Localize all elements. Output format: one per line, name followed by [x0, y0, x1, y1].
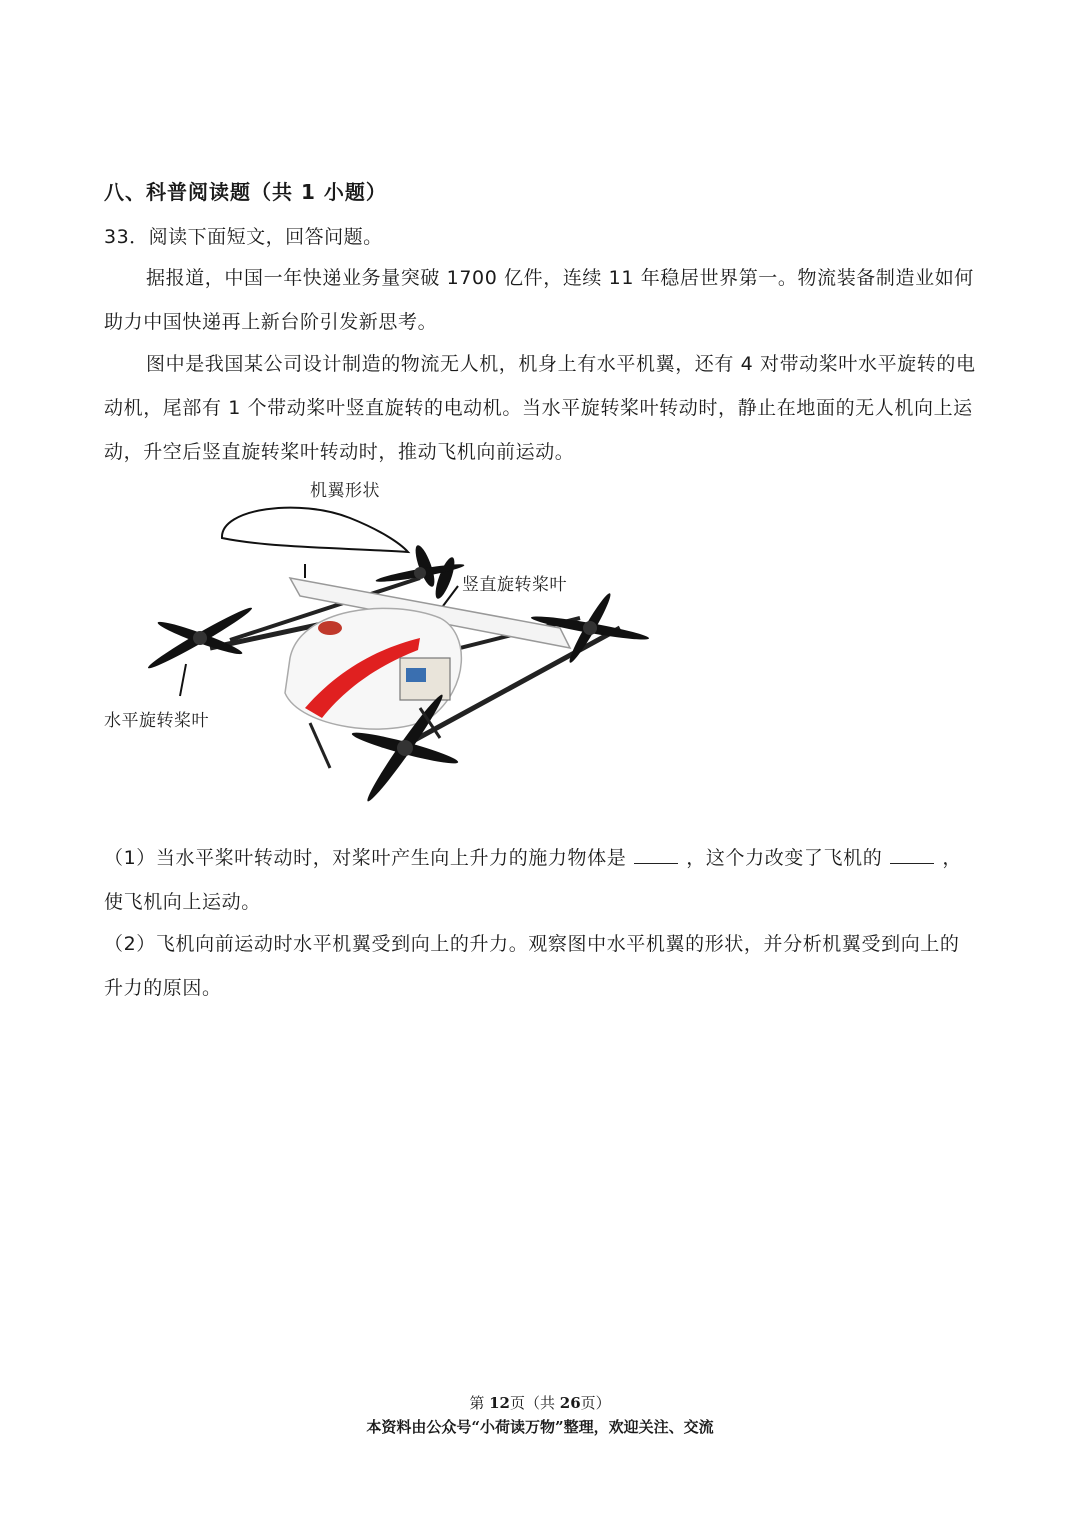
sub-question-1-part-b: ，这个力改变了飞机的: [686, 847, 883, 869]
page-current: 12: [489, 1394, 510, 1412]
sub-question-2: （2）飞机向前运动时水平机翼受到向上的升力。观察图中水平机翼的形状，并分析机翼受到向上的升力的原因。: [104, 933, 960, 999]
label-wing-shape: 机翼形状: [310, 481, 380, 501]
fuselage-logo: [318, 621, 342, 635]
label-vertical-propeller: 竖直旋转桨叶: [462, 575, 567, 595]
label-horizontal-propeller: 水平旋转桨叶: [104, 711, 209, 731]
answer-blank-2[interactable]: [890, 845, 934, 864]
hprop-pointer: [180, 664, 186, 696]
tail-propeller-blade-1: [412, 543, 438, 588]
drone-illustration: [100, 468, 680, 828]
sub-question-1-part-a: （1）当水平桨叶转动时，对桨叶产生向上升力的施力物体是: [104, 847, 627, 869]
tail-propeller-blade-2: [432, 555, 458, 600]
sub-question-1: [104, 836, 976, 924]
paragraph-2: 图中是我国某公司设计制造的物流无人机，机身上有水平机翼，还有 4 对带动桨叶水平旋转的电动机，尾部有 1 个带动桨叶竖直旋转的电动机。当水平旋转桨叶转动时，静止在地面的无人机向上运动，升空后竖直旋转桨叶转动时，推动飞机向前运动。: [104, 353, 976, 463]
section-title: 八、科普阅读题（共 1 小题）: [104, 180, 387, 204]
drone-figure: [100, 468, 680, 828]
cargo-label: [406, 668, 426, 682]
page-number: [0, 1392, 1080, 1413]
airfoil-outline: [222, 508, 408, 552]
page-mid: 页（共: [509, 1394, 560, 1412]
sub-question-1-part-c: ，使飞机向上运动。: [104, 847, 962, 913]
paragraph-1: 据报道，中国一年快递业务量突破 1700 亿件，连续 11 年稳居世界第一。物流装备制造业如何助力中国快递再上新台阶引发新思考。: [104, 267, 974, 333]
page-total: 26: [559, 1394, 581, 1412]
footer-note: 本资料由公众号“小荷读万物”整理，欢迎关注、交流: [366, 1418, 714, 1436]
landing-strut-1: [310, 723, 330, 768]
page-suffix: 页）: [580, 1394, 611, 1412]
question-stem: 33．阅读下面短文，回答问题。: [104, 226, 383, 248]
answer-blank-1[interactable]: [634, 845, 678, 864]
page-prefix: 第: [469, 1394, 490, 1412]
